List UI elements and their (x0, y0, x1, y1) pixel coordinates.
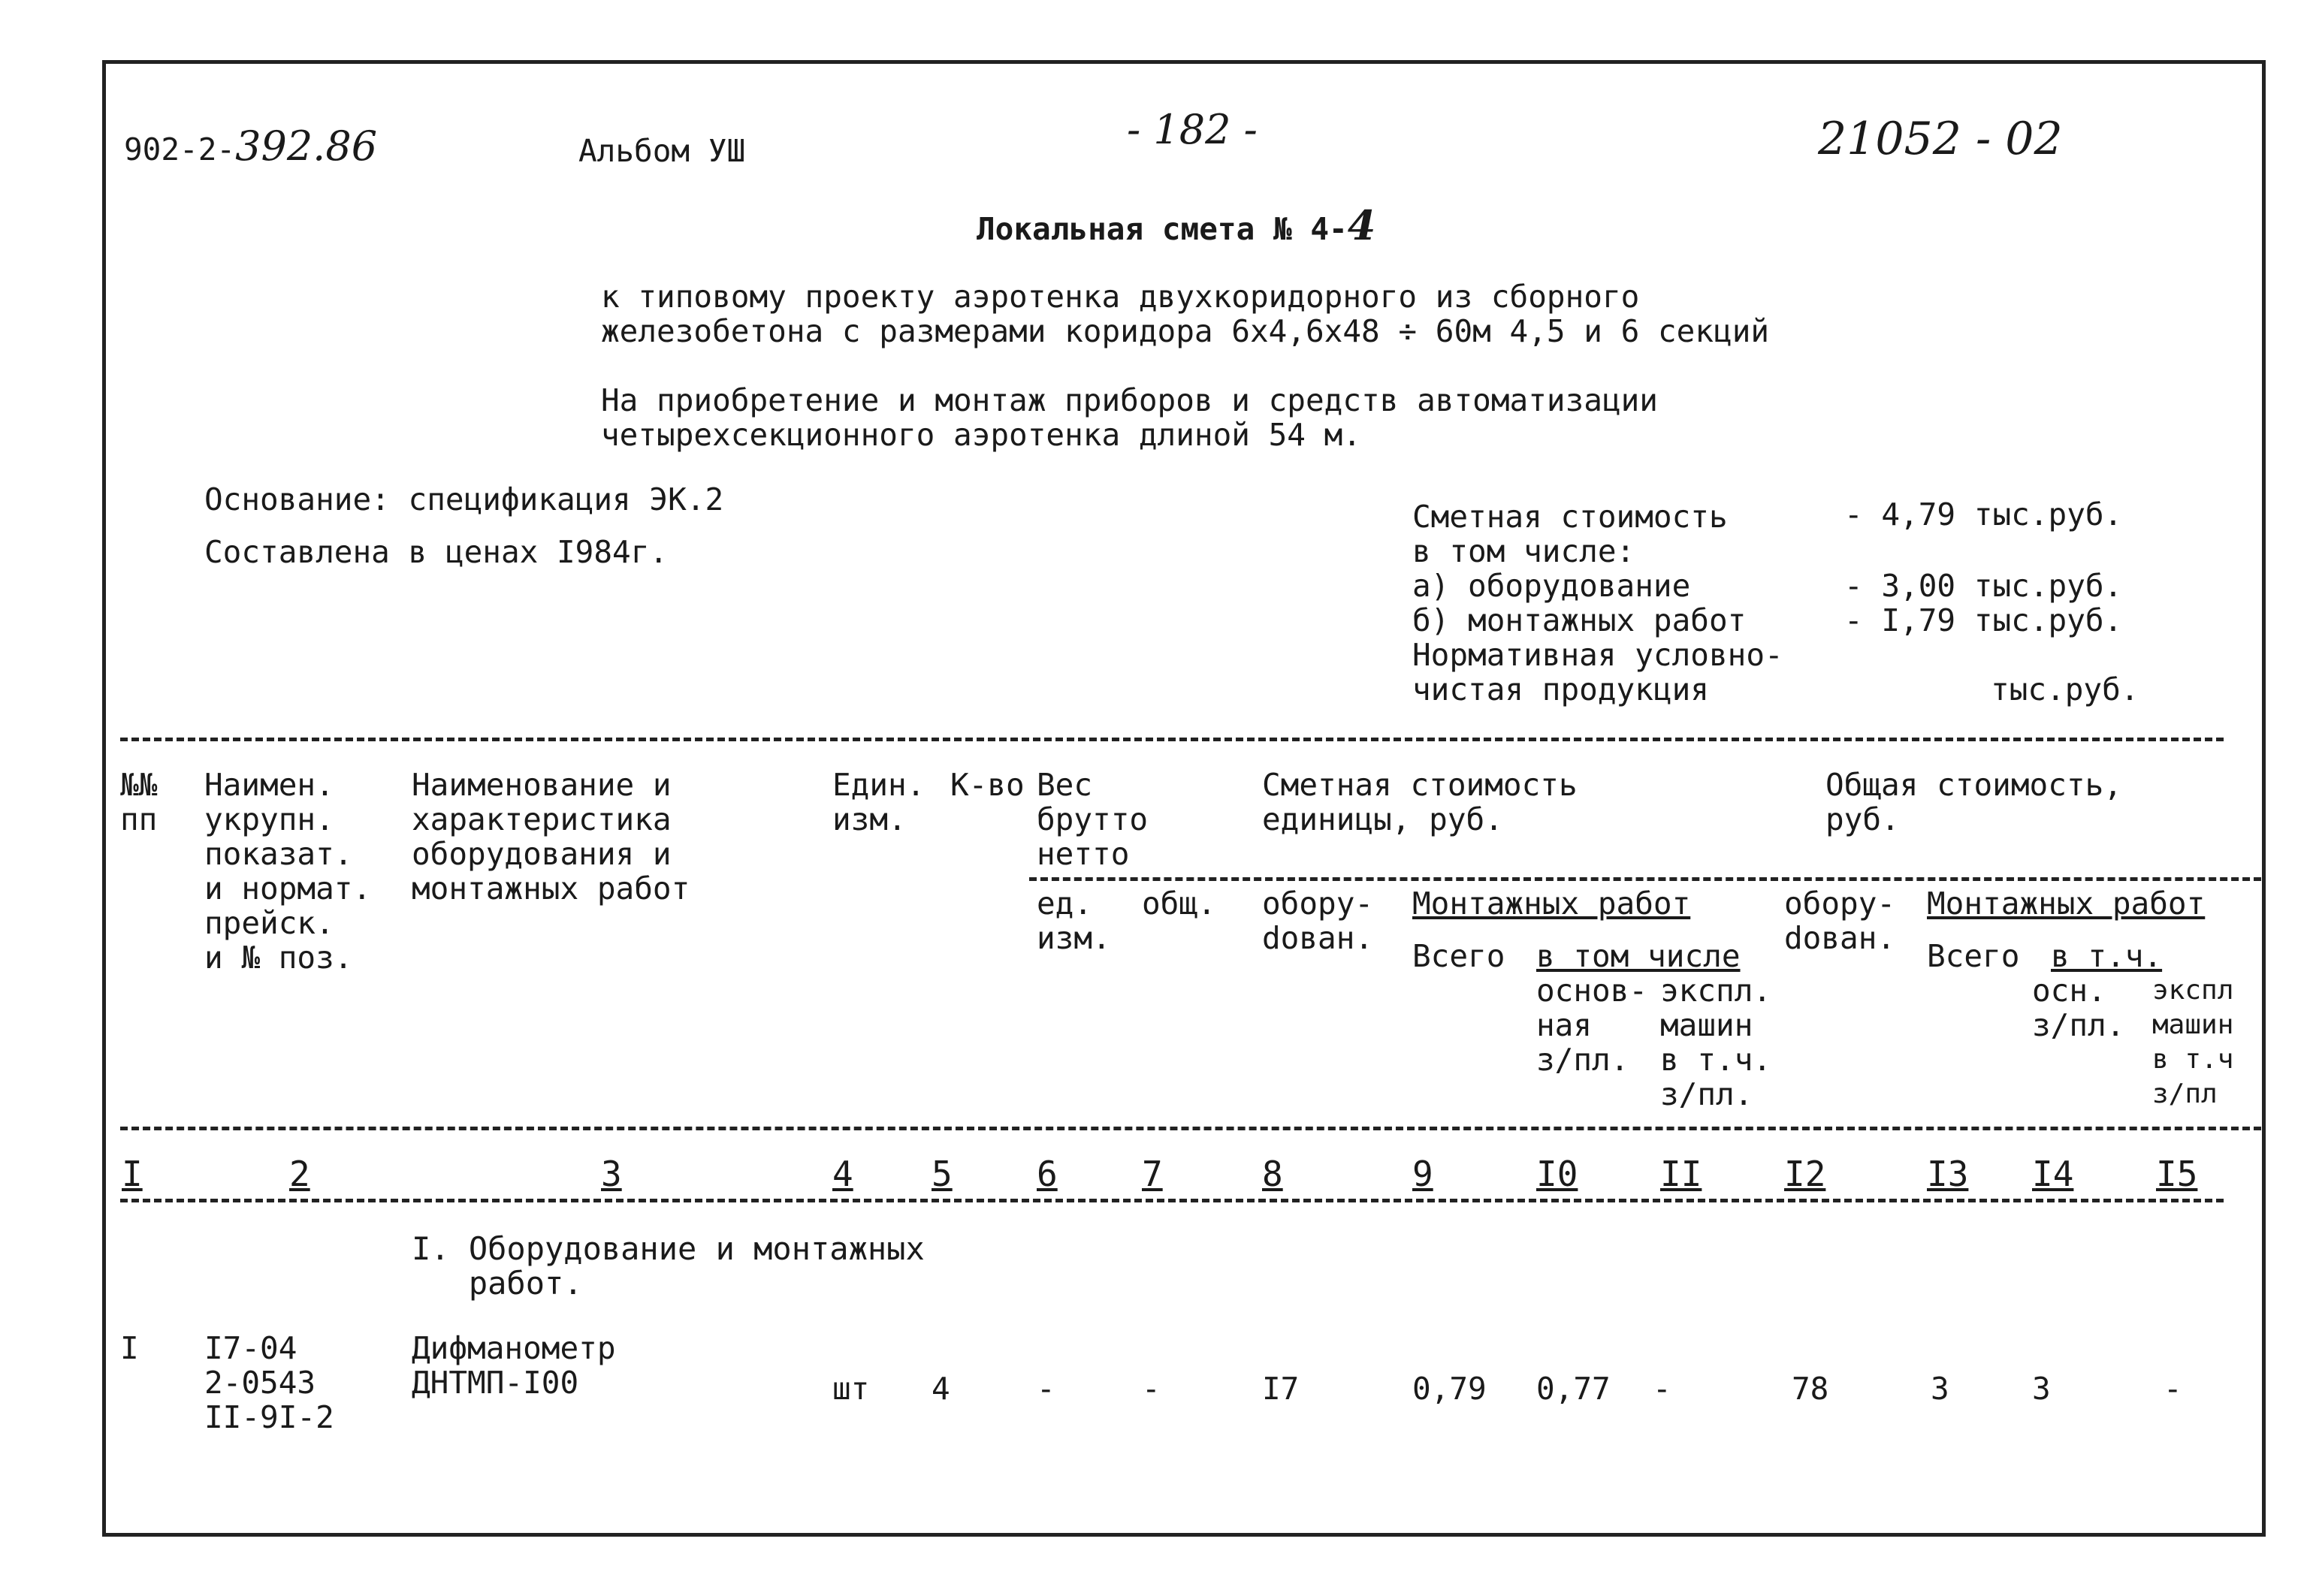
header-sub-separator (1029, 877, 2261, 881)
installation-value: - I,79 тыс.руб. (1844, 602, 2123, 638)
row-equip-unit: I7 (1262, 1371, 1300, 1407)
row-no: I (120, 1330, 139, 1366)
colnum-14: I4 (2032, 1154, 2074, 1194)
colnum-6: 6 (1037, 1154, 1058, 1194)
col-header-basic-wage-total: осн. з/пл. (2032, 973, 2125, 1043)
col-header-install-sum: Всего (1927, 938, 2020, 974)
album-label: Альбом УШ (578, 133, 746, 169)
equipment-value: - 3,00 тыс.руб. (1844, 568, 2123, 604)
normative-label-1: Нормативная условно- (1412, 637, 1783, 673)
total-cost-label: Сметная стоимость (1412, 499, 1728, 535)
row-machines-total: - (2164, 1371, 2182, 1407)
header-separator-bottom (120, 1127, 2261, 1130)
row-basic-wage-unit: 0,77 (1536, 1371, 1611, 1407)
colnum-13: I3 (1927, 1154, 1969, 1194)
colnum-2: 2 (289, 1154, 310, 1194)
row-weight-unit: - (1037, 1371, 1055, 1407)
basis-text: Основание: спецификация ЭК.2 (204, 481, 724, 517)
col-header-machines-unit: экспл. машин в т.ч. з/пл. (1660, 973, 1772, 1112)
col-header-qty: К-во (950, 767, 1025, 803)
colnum-3: 3 (601, 1154, 622, 1194)
col-header-incl-unit: в том числе (1536, 938, 1741, 974)
estimate-title: Локальная смета № 4-4 (977, 201, 1376, 249)
row-basic-wage-total: 3 (2032, 1371, 2051, 1407)
col-header-total-cost: Общая стоимость, руб. (1825, 767, 2122, 837)
purpose-line-2: четырехсекционного аэротенка длиной 54 м. (601, 417, 1362, 453)
col-header-install-total: Монтажных работ (1927, 885, 2206, 922)
row-machines-unit: - (1653, 1371, 1671, 1407)
row-install-total: 3 (1931, 1371, 1949, 1407)
section-heading: I. Оборудование и монтажных работ. (412, 1230, 925, 1302)
equipment-label: а) оборудование (1412, 568, 1691, 604)
colnum-1: I (122, 1154, 143, 1194)
col-header-equip-total: обору- dован. (1784, 885, 1896, 956)
row-code: I7-04 2-0543 II-9I-2 (204, 1330, 334, 1435)
prices-year: Составлена в ценах I984г. (204, 534, 669, 570)
total-cost-value: - 4,79 тыс.руб. (1844, 496, 2123, 533)
row-unit: шт (832, 1371, 870, 1407)
normative-label-2: чистая продукция (1412, 671, 1709, 707)
col-header-machines-total: экспл машин в т.ч з/пл (2152, 975, 2234, 1109)
col-header-weight: Вес брутто нетто (1037, 767, 1149, 872)
col-header-weight-unit: ед. изм. (1037, 885, 1111, 956)
normative-value: тыс.руб. (1991, 671, 2139, 707)
colnum-8: 8 (1262, 1154, 1283, 1194)
col-header-equip-unit: обору- dован. (1262, 885, 1374, 956)
col-header-no: №№ пп (120, 767, 158, 837)
colnum-7: 7 (1142, 1154, 1163, 1194)
col-header-incl-total: в т.ч. (2051, 938, 2163, 974)
row-weight-total: - (1142, 1371, 1161, 1407)
col-header-unit-cost: Сметная стоимость единицы, руб. (1262, 767, 1578, 837)
col-header-install-unit: Монтажных работ (1412, 885, 1691, 922)
row-qty: 4 (932, 1371, 950, 1407)
header-separator-top (120, 738, 2224, 741)
sheet-code: 21052 - 02 (1818, 113, 2063, 165)
colnum-4: 4 (832, 1154, 853, 1194)
project-line-2: железобетона с размерами коридора 6х4,6х48 ÷ 60м 4,5 и 6 секций (601, 313, 1770, 349)
colnum-11: II (1660, 1154, 1702, 1194)
project-line-1: к типовому проекту аэротенка двухкоридорного из сборного (601, 279, 1640, 315)
col-header-weight-total: общ. (1142, 885, 1216, 922)
col-header-install-total-unit: Всего (1412, 938, 1505, 974)
colnum-separator (120, 1199, 2224, 1202)
installation-label: б) монтажных работ (1412, 602, 1747, 638)
row-install-unit: 0,79 (1412, 1371, 1487, 1407)
colnum-10: I0 (1536, 1154, 1578, 1194)
page-number: - 182 - (1127, 106, 1258, 153)
colnum-12: I2 (1784, 1154, 1826, 1194)
including-label: в том числе: (1412, 533, 1635, 569)
colnum-15: I5 (2156, 1154, 2198, 1194)
doc-code: 902-2-392.86 (124, 122, 378, 170)
colnum-9: 9 (1412, 1154, 1433, 1194)
colnum-5: 5 (932, 1154, 953, 1194)
col-header-code: Наимен. укрупн. показат. и нормат. прейск. и № поз. (204, 767, 372, 976)
row-name: Дифманометр ДНТМП-I00 (412, 1330, 616, 1401)
col-header-name: Наименование и характеристика оборудования и монтажных работ (412, 767, 690, 907)
col-header-unit: Един. изм. (832, 767, 926, 837)
col-header-basic-wage-unit: основ- ная з/пл. (1536, 973, 1648, 1078)
purpose-line-1: На приобретение и монтаж приборов и средств автоматизации (601, 382, 1658, 418)
row-equip-total: 78 (1792, 1371, 1829, 1407)
